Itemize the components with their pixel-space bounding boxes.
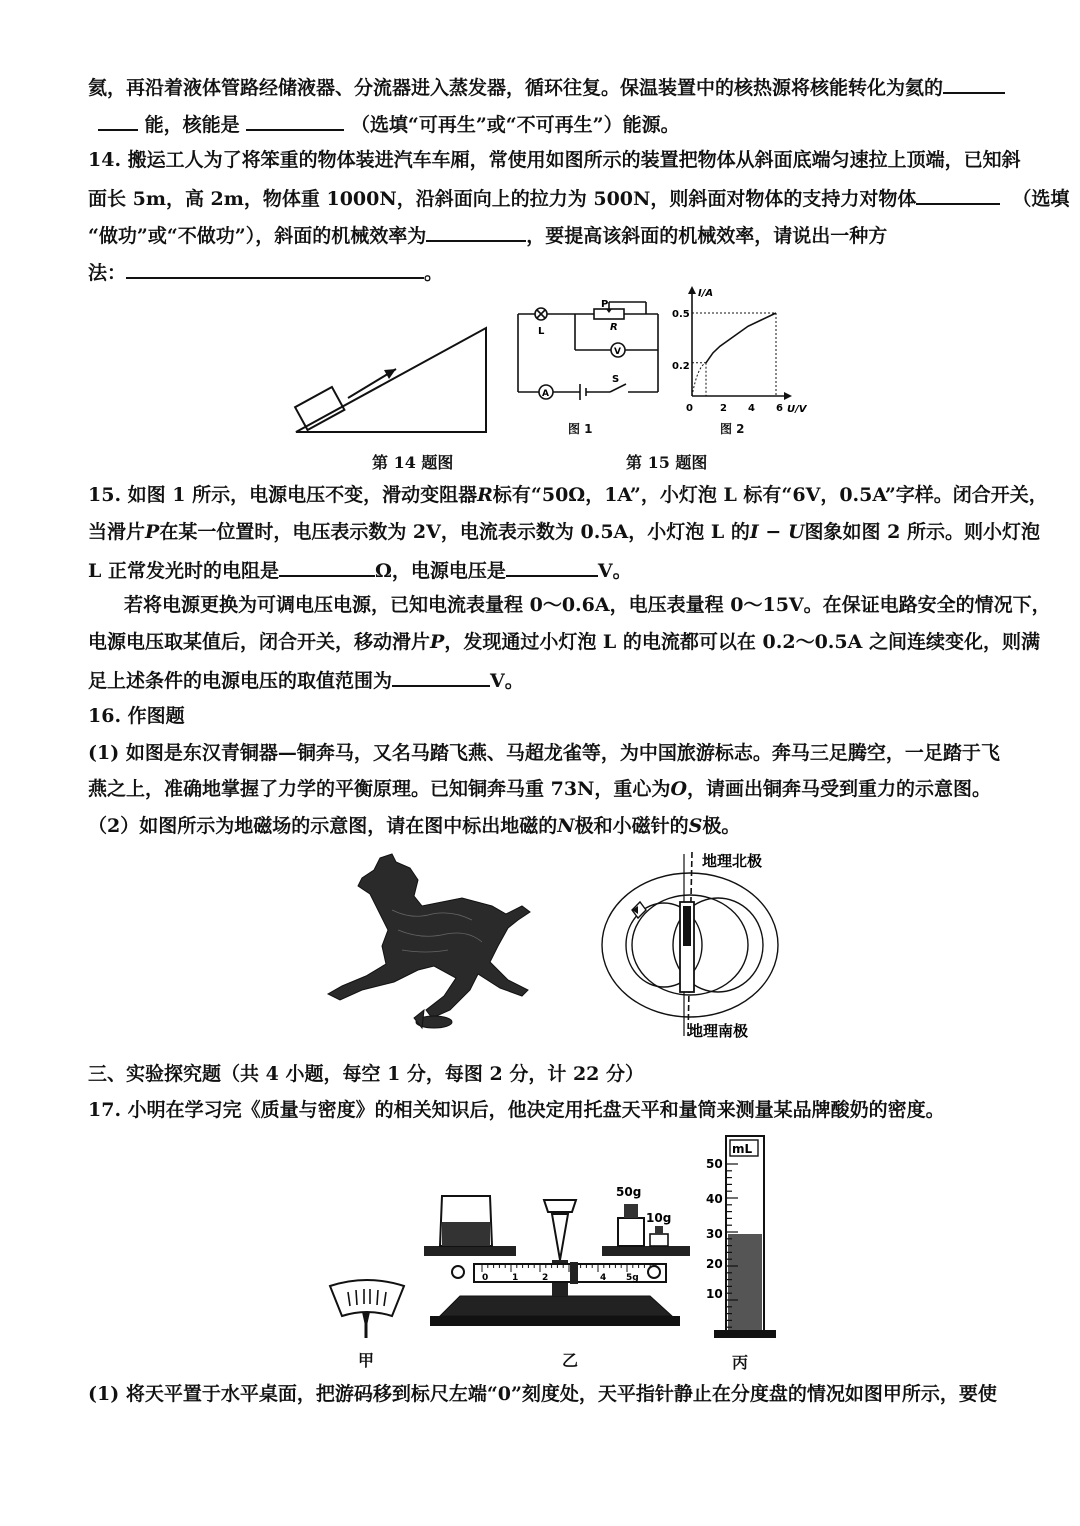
svg-text:1: 1 — [512, 1273, 519, 1283]
svg-text:P: P — [601, 299, 609, 310]
question-15-line: 15. 如图 1 所示，电源电压不变，滑动变阻器R标有“50Ω，1A”，小灯泡 L 标有“6V，0.5A”字样。闭合开关， — [88, 484, 1048, 506]
iu-graph — [668, 284, 818, 424]
x-tick-label: 6 — [776, 403, 783, 414]
balance-yi — [420, 1180, 690, 1336]
svg-text:0: 0 — [482, 1273, 489, 1283]
question-15-line: L 正常发光时的电阻是 Ω，电源电压是 V。 — [88, 557, 632, 583]
question-14-line: 面长 5m，高 2m，物体重 1000N，沿斜面向上的拉力为 500N，则斜面对物体的支持力对物体 （选填 — [88, 185, 1069, 211]
question-16-line: 燕之上，准确地掌握了力学的平衡原理。已知铜奔马重 73N，重心为O，请画出铜奔马受到重力的示意图。 — [88, 778, 992, 800]
question-15-line: 足上述条件的电源电压的取值范围为 V。 — [88, 667, 524, 693]
answer-blank[interactable] — [98, 111, 138, 131]
answer-blank[interactable] — [126, 259, 424, 279]
answer-blank[interactable] — [246, 111, 344, 131]
answer-blank[interactable] — [943, 74, 1005, 94]
fig2-label: 图 2 — [720, 422, 745, 436]
x-axis-label: U/V — [787, 404, 807, 415]
text-line: 能，核能是 （选填“可再生”或“不可再生”）能源。 — [88, 111, 680, 137]
question-16-line: （2）如图所示为地磁场的示意图，请在图中标出地磁的N极和小磁针的S极。 — [88, 815, 741, 837]
incline-diagram — [290, 322, 490, 437]
caption-q15: 第 15 题图 — [626, 453, 708, 472]
y-axis-label: I/A — [698, 288, 714, 299]
svg-text:R: R — [610, 322, 618, 333]
svg-text:4: 4 — [600, 1273, 607, 1283]
svg-text:V: V — [614, 347, 621, 357]
x-tick-label: 2 — [720, 403, 727, 414]
geographic-south-label: 地理南极 — [688, 1022, 749, 1040]
cylinder-tick: 40 — [706, 1192, 723, 1206]
question-15-line: 若将电源更换为可调电压电源，已知电流表量程 0～0.6A，电压表量程 0～15V。在保证电路安全的情况下， — [124, 594, 1051, 616]
answer-blank[interactable] — [279, 557, 375, 577]
label-jia: 甲 — [358, 1351, 375, 1370]
circuit-diagram — [510, 296, 670, 414]
weight-50g-label: 50g — [616, 1185, 642, 1199]
answer-blank[interactable] — [426, 222, 526, 242]
cylinder-tick: 50 — [706, 1157, 723, 1171]
balance-dial-jia — [326, 1276, 408, 1340]
answer-blank[interactable] — [392, 667, 490, 687]
answer-blank[interactable] — [506, 557, 598, 577]
y-tick-label: 0.2 — [672, 361, 690, 372]
svg-text:S: S — [612, 374, 620, 385]
caption-q14: 第 14 题图 — [372, 453, 454, 472]
question-14-line: “做功”或“不做功”），斜面的机械效率为 ，要提高该斜面的机械效率，请说出一种方 — [88, 222, 887, 248]
geographic-north-label: 地理北极 — [702, 852, 763, 870]
question-17-line: (1) 将天平置于水平桌面，把游码移到标尺左端“0”刻度处，天平指针静止在分度盘的情况如图甲所示，要使 — [88, 1383, 997, 1405]
svg-text:2: 2 — [542, 1273, 549, 1283]
y-tick-label: 0.5 — [672, 309, 690, 320]
cylinder-tick: 30 — [706, 1227, 723, 1241]
cylinder-tick: 10 — [706, 1287, 723, 1301]
unit-label: mL — [732, 1142, 753, 1156]
answer-blank[interactable] — [916, 185, 1000, 205]
question-16-title: 16. 作图题 — [88, 705, 185, 727]
fig1-label: 图 1 — [568, 422, 593, 436]
question-17-line: 17. 小明在学习完《质量与密度》的相关知识后，他决定用托盘天平和量筒来测量某品牌酸奶的密度。 — [88, 1099, 945, 1121]
x-tick-label: 4 — [748, 403, 755, 414]
question-15-line: 电源电压取某值后，闭合开关，移动滑片P，发现通过小灯泡 L 的电流都可以在 0.2～0.5A 之间连续变化，则满 — [88, 631, 1040, 653]
x-tick-label: 0 — [686, 403, 693, 414]
cylinder-tick: 20 — [706, 1257, 723, 1271]
geomagnetic-field-diagram — [590, 850, 800, 1040]
question-15-line: 当滑片P在某一位置时，电压表示数为 2V，电流表示数为 0.5A，小灯泡 L 的I − U图象如图 2 所示。则小灯泡 — [88, 521, 1040, 543]
question-14-line: 14. 搬运工人为了将笨重的物体装进汽车车厢，常使用如图所示的装置把物体从斜面底端匀速拉上顶端，已知斜 — [88, 149, 1021, 171]
weight-10g-label: 10g — [646, 1211, 672, 1225]
label-bing: 丙 — [732, 1353, 749, 1372]
svg-text:L: L — [538, 326, 545, 337]
question-14-line: 法： 。 — [88, 259, 443, 285]
measuring-cylinder — [700, 1130, 780, 1342]
section-3-title: 三、实验探究题（共 4 小题，每空 1 分，每图 2 分，计 22 分） — [88, 1063, 645, 1085]
incline-plane — [296, 328, 486, 432]
label-yi: 乙 — [562, 1351, 579, 1370]
curve-lead-in — [692, 363, 706, 396]
iu-curve — [706, 313, 776, 363]
switch-icon — [610, 384, 626, 392]
svg-text:5g: 5g — [626, 1273, 639, 1283]
text-line: 氦，再沿着液体管路经储液器、分流器进入蒸发器，循环往复。保温装置中的核热源将核能转化为氦的 — [88, 74, 1005, 100]
bronze-horse-image — [322, 850, 542, 1040]
question-16-line: (1) 如图是东汉青铜器—铜奔马，又名马踏飞燕、马超龙雀等，为中国旅游标志。奔马三足腾空，一足踏于飞 — [88, 742, 1000, 764]
rider[interactable] — [570, 1262, 578, 1284]
svg-text:A: A — [542, 389, 549, 399]
